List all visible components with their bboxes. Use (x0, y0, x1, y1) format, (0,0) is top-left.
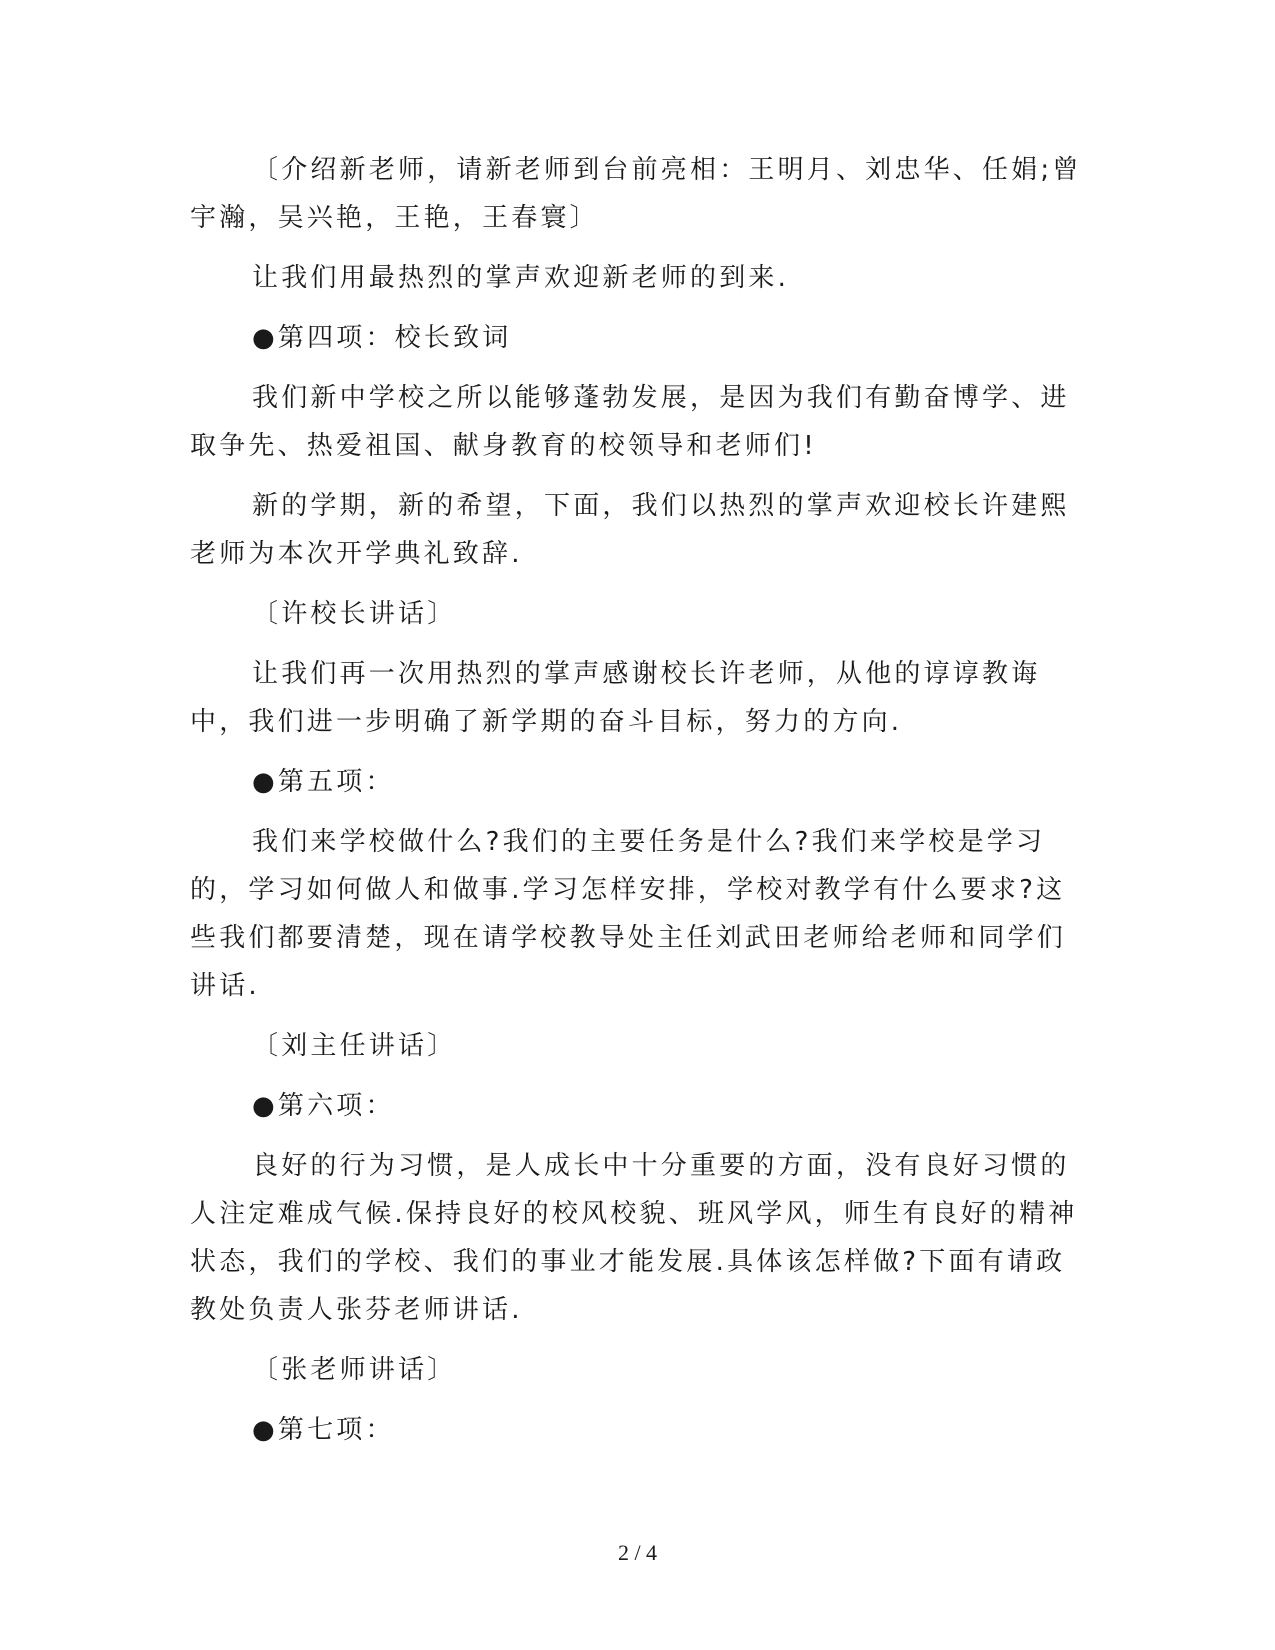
paragraph-welcome-applause: 让我们用最热烈的掌声欢迎新老师的到来. (252, 263, 790, 293)
section-heading-item-5: ●第五项： (252, 767, 395, 797)
paragraph-thanks-principal: 让我们再一次用热烈的掌声感谢校长许老师，从他的谆谆教诲中，我们进一步明确了新学期的奋斗目标，努力的方向. (190, 659, 1041, 737)
section-heading-item-6: ●第六项： (252, 1091, 395, 1121)
paragraph-director-speech: 〔刘主任讲话〕 (252, 1031, 457, 1061)
document-body (190, 146, 1090, 1466)
paragraph-principal-invite: 新的学期，新的希望，下面，我们以热烈的掌声欢迎校长许建熙老师为本次开学典礼致辞. (190, 491, 1070, 569)
paragraph-intro-new-teachers: 〔介绍新老师，请新老师到台前亮相：王明月、刘忠华、任娟;曾宇瀚，吴兴艳，王艳，王春寰〕 (190, 155, 1082, 233)
paragraph-school-development: 我们新中学校之所以能够蓬勃发展，是因为我们有勤奋博学、进取争先、热爱祖国、献身教育的校领导和老师们! (190, 383, 1070, 461)
paragraph-teacher-zhang-speech: 〔张老师讲话〕 (252, 1355, 457, 1385)
section-heading-item-7: ●第七项： (252, 1415, 395, 1445)
paragraph-learning-tasks: 我们来学校做什么?我们的主要任务是什么?我们来学校是学习的，学习如何做人和做事.学习怎样安排，学校对教学有什么要求?这些我们都要清楚，现在请学校教导处主任刘武田老师给老师和同学们讲话. (190, 827, 1067, 1001)
paragraph-good-habits: 良好的行为习惯，是人成长中十分重要的方面，没有良好习惯的人注定难成气候.保持良好的校风校貌、班风学风，师生有良好的精神状态，我们的学校、我们的事业才能发展.具体该怎样做?下面有请政教处负责人张芬老师讲话. (190, 1151, 1078, 1325)
paragraph-principal-speech: 〔许校长讲话〕 (252, 599, 457, 629)
page-number: 2 / 4 (617, 1540, 658, 1565)
section-heading-item-4: ●第四项：校长致词 (252, 323, 512, 353)
